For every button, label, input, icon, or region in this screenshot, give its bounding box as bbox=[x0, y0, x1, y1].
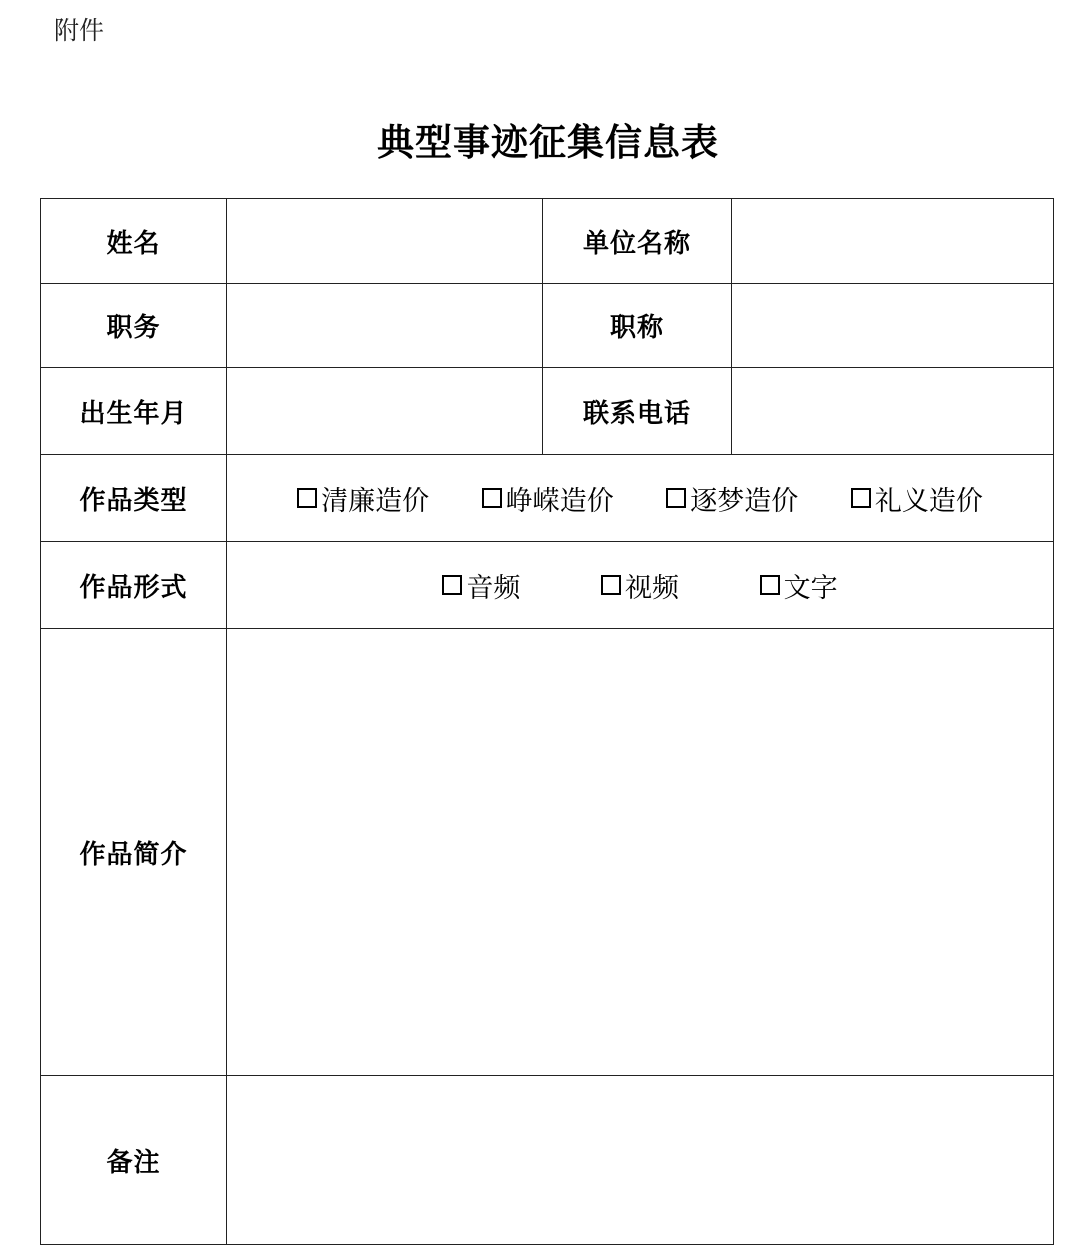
checkbox-icon[interactable] bbox=[297, 488, 317, 508]
option-label: 礼义造价 bbox=[874, 485, 983, 517]
table-row bbox=[41, 284, 1054, 368]
position-field[interactable] bbox=[227, 284, 543, 368]
phone-label: 联系电话 bbox=[543, 368, 732, 455]
birth-date-label: 出生年月 bbox=[41, 368, 227, 455]
remarks-field[interactable] bbox=[227, 1076, 1054, 1245]
attachment-label: 附件 bbox=[54, 16, 105, 45]
remarks-label: 备注 bbox=[41, 1076, 227, 1245]
option-label: 逐梦造价 bbox=[690, 485, 799, 517]
checkbox-icon[interactable] bbox=[482, 488, 502, 508]
table-row bbox=[41, 455, 1054, 542]
work-type-option[interactable] bbox=[666, 479, 798, 518]
work-summary-field[interactable] bbox=[227, 629, 1054, 1076]
checkbox-icon[interactable] bbox=[442, 575, 462, 595]
work-form-option[interactable] bbox=[760, 566, 838, 605]
option-label: 音频 bbox=[466, 572, 521, 604]
work-form-options bbox=[227, 542, 1054, 629]
name-field[interactable] bbox=[227, 199, 543, 284]
page-title: 典型事迹征集信息表 bbox=[377, 120, 719, 164]
work-form-label: 作品形式 bbox=[41, 542, 227, 629]
checkbox-icon[interactable] bbox=[601, 575, 621, 595]
title-label: 职称 bbox=[543, 284, 732, 368]
unit-name-label: 单位名称 bbox=[543, 199, 732, 284]
work-summary-label: 作品简介 bbox=[41, 629, 227, 1076]
info-form-table bbox=[40, 198, 1054, 1245]
work-type-option[interactable] bbox=[851, 479, 983, 518]
checkbox-icon[interactable] bbox=[666, 488, 686, 508]
option-label: 视频 bbox=[625, 572, 679, 604]
table-row bbox=[41, 542, 1054, 629]
birth-date-field[interactable] bbox=[227, 368, 543, 455]
option-label: 峥嵘造价 bbox=[505, 485, 614, 517]
name-label: 姓名 bbox=[41, 199, 227, 284]
position-label: 职务 bbox=[41, 284, 227, 368]
option-label: 文字 bbox=[783, 572, 838, 604]
work-type-label: 作品类型 bbox=[41, 455, 227, 542]
title-field[interactable] bbox=[732, 284, 1054, 368]
work-form-option[interactable] bbox=[601, 566, 679, 605]
table-row bbox=[41, 368, 1054, 455]
phone-field[interactable] bbox=[732, 368, 1054, 455]
checkbox-icon[interactable] bbox=[760, 575, 780, 595]
checkbox-icon[interactable] bbox=[851, 488, 871, 508]
table-row bbox=[41, 629, 1054, 1076]
work-type-option[interactable] bbox=[482, 479, 614, 518]
work-type-options bbox=[227, 455, 1054, 542]
table-row bbox=[41, 199, 1054, 284]
work-type-option[interactable] bbox=[297, 479, 429, 518]
work-form-option[interactable] bbox=[442, 566, 520, 605]
unit-name-field[interactable] bbox=[732, 199, 1054, 284]
table-row bbox=[41, 1076, 1054, 1245]
option-label: 清廉造价 bbox=[321, 485, 430, 517]
